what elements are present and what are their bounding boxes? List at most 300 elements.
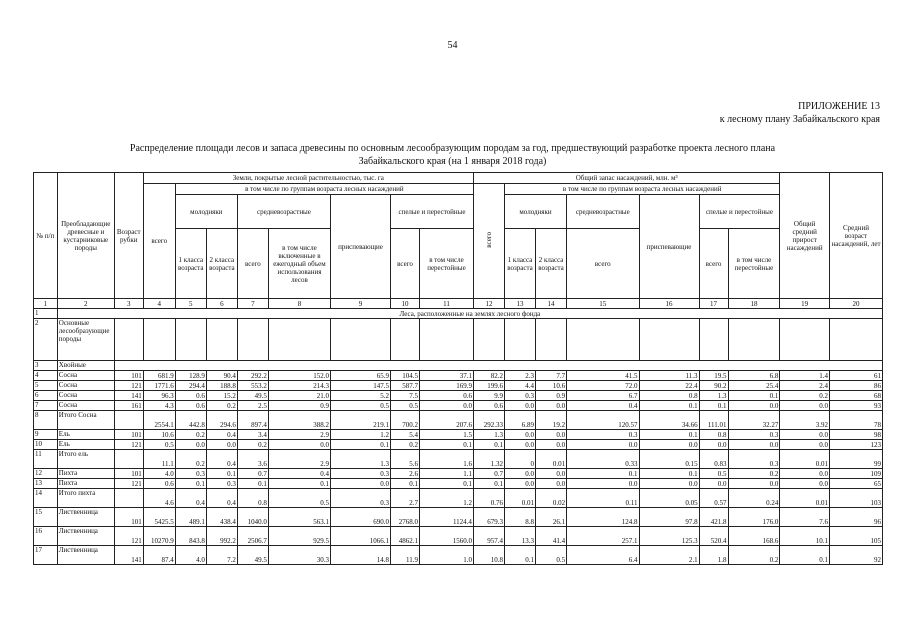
row-value: 49.5: [237, 391, 268, 401]
row-value: 957.4: [473, 527, 504, 546]
row-value: 10.6: [143, 430, 175, 440]
row-value: 0.0: [504, 440, 535, 450]
row-value: 4.0: [143, 469, 175, 479]
row-value: 219.1: [331, 411, 391, 430]
row-species: Итого Сосна: [57, 411, 114, 430]
row-value: 0.8: [699, 430, 728, 440]
row-species: Итого ель: [57, 450, 114, 469]
row-value: 0.7: [473, 469, 504, 479]
row-value: 6.89: [504, 411, 535, 430]
row-value: 0.01: [536, 450, 567, 469]
row-value: 0.0: [536, 440, 567, 450]
row-age-class: 121: [114, 440, 143, 450]
row-value: 681.9: [143, 371, 175, 381]
row-value: 7.5: [391, 391, 420, 401]
row-number: 6: [34, 391, 58, 401]
row-value: 2.9: [268, 430, 330, 440]
row-value: 5.6: [391, 450, 420, 469]
row-value: 6.7: [567, 391, 639, 401]
row-number: 4: [34, 371, 58, 381]
column-number: 8: [268, 299, 330, 309]
row-value: 0.0: [175, 440, 206, 450]
header-stock-middle: средневозрастные: [567, 195, 639, 229]
row-value: 2506.7: [237, 527, 268, 546]
row-value: 0.0: [420, 401, 474, 411]
row-value: 109: [830, 469, 883, 479]
header-area-young: молодняки: [175, 195, 237, 229]
row-value: 0.24: [728, 489, 780, 508]
row-value: 0.1: [473, 479, 504, 489]
header-species: Преобладающие древесные и кустарниковые породы: [57, 173, 114, 299]
row-value: 0.1: [268, 479, 330, 489]
row-value: 438.4: [206, 508, 237, 527]
row-number: 15: [34, 508, 58, 527]
row-value: 0.6: [473, 401, 504, 411]
row-value: 2.7: [391, 489, 420, 508]
row-value: 3.4: [237, 430, 268, 440]
row-value: 0.3: [504, 391, 535, 401]
row-value: 4.0: [175, 546, 206, 565]
row-species: Лиственница: [57, 546, 114, 565]
row-value: 0.0: [504, 479, 535, 489]
row-value: 0.1: [175, 479, 206, 489]
row-value: 90.2: [699, 381, 728, 391]
row-value: 14.8: [331, 546, 391, 565]
row-number: 9: [34, 430, 58, 440]
row-value: 0.3: [175, 469, 206, 479]
row-value: 0.0: [567, 440, 639, 450]
row-value: 0.3: [331, 469, 391, 479]
row-value: 0.6: [175, 401, 206, 411]
row-value: 0.0: [567, 479, 639, 489]
appendix-heading: [720, 100, 880, 126]
table-row: [34, 469, 883, 479]
table-row: [34, 371, 883, 381]
row-value: 2.1: [639, 546, 699, 565]
row-value: 7.2: [206, 546, 237, 565]
row-value: 0: [504, 450, 535, 469]
row-value: 87.4: [143, 546, 175, 565]
row-value: 98: [830, 430, 883, 440]
table-row: [34, 381, 883, 391]
row-number: 10: [34, 440, 58, 450]
row-value: 125.3: [639, 527, 699, 546]
row-value: 4.6: [143, 489, 175, 508]
column-number: 4: [143, 299, 175, 309]
column-number: 16: [639, 299, 699, 309]
header-stock-overmature: в том числе перестойные: [728, 229, 780, 299]
header-area-middle-total: всего: [237, 229, 268, 299]
row-value: 0.1: [567, 469, 639, 479]
row-value: 0.3: [567, 430, 639, 440]
row-value: 92: [830, 546, 883, 565]
row-value: 690.0: [331, 508, 391, 527]
row-number: 8: [34, 411, 58, 430]
row-value: 72.0: [567, 381, 639, 391]
header-stock-ripe: спелые и перестойные: [699, 195, 780, 229]
row-value: 120.57: [567, 411, 639, 430]
header-stock-group: Общий запас насаждений, млн. м³: [473, 173, 779, 184]
row-value: 90.4: [206, 371, 237, 381]
header-stock-ripe-total: всего: [699, 229, 728, 299]
header-area-middle: средневозрастные: [237, 195, 330, 229]
header-stock-ripening: приспевающие: [639, 195, 699, 299]
row-number: 11: [34, 450, 58, 469]
row-species: Пихта: [57, 479, 114, 489]
header-stock-young: молодняки: [504, 195, 566, 229]
table-header: [34, 173, 883, 309]
row-value: 0.1: [206, 469, 237, 479]
row-number: 7: [34, 401, 58, 411]
row-value: 30.3: [268, 546, 330, 565]
row-value: 0.0: [728, 401, 780, 411]
row-age-class: 101: [114, 469, 143, 479]
row-value: 0.3: [728, 430, 780, 440]
table-row: [34, 430, 883, 440]
row-value: 86: [830, 381, 883, 391]
row-value: 0.1: [331, 440, 391, 450]
row-value: 0.0: [536, 479, 567, 489]
row-value: 0.2: [728, 546, 780, 565]
column-number: 1: [34, 299, 58, 309]
row-value: 105: [830, 527, 883, 546]
row-value: 0.2: [175, 430, 206, 440]
row-value: 65: [830, 479, 883, 489]
row-species: Лиственница: [57, 508, 114, 527]
row-value: 3.6: [237, 450, 268, 469]
column-number: 15: [567, 299, 639, 309]
row-value: 0.1: [420, 479, 474, 489]
row-value: 2.6: [391, 469, 420, 479]
row-value: 93: [830, 401, 883, 411]
row-age-class: 101: [114, 371, 143, 381]
row-value: 8.8: [504, 508, 535, 527]
row-value: 0.4: [206, 450, 237, 469]
row-value: 0.1: [420, 440, 474, 450]
column-number: 2: [57, 299, 114, 309]
row-value: 897.4: [237, 411, 268, 430]
row-value: 0.9: [536, 391, 567, 401]
header-stock-class1: 1 класса возраста: [504, 229, 535, 299]
row-value: 0.0: [699, 440, 728, 450]
header-area-ripening: приспевающие: [331, 195, 391, 299]
row-value: 0.1: [639, 430, 699, 440]
row-value: 0.83: [699, 450, 728, 469]
table-row: [34, 440, 883, 450]
row-value: 0.7: [237, 469, 268, 479]
header-stock-total: [473, 184, 504, 299]
table-row: [34, 411, 883, 430]
row-value: 0.2: [237, 440, 268, 450]
row-value: 3.92: [780, 411, 830, 430]
row-value: 99: [830, 450, 883, 469]
header-stock-class2: 2 класса возраста: [536, 229, 567, 299]
header-stock-middle-total: всего: [567, 229, 639, 299]
row-value: 0.2: [728, 469, 780, 479]
row-age-class: 121: [114, 527, 143, 546]
table-row: [34, 479, 883, 489]
row-value: 0.1: [639, 469, 699, 479]
group-row-text: Основные лесообразующие породы: [57, 319, 114, 361]
row-value: 1.32: [473, 450, 504, 469]
row-value: 11.3: [639, 371, 699, 381]
row-species: Сосна: [57, 371, 114, 381]
row-value: 421.8: [699, 508, 728, 527]
row-value: 294.6: [206, 411, 237, 430]
row-value: 124.8: [567, 508, 639, 527]
row-value: 26.1: [536, 508, 567, 527]
row-value: 0.0: [504, 430, 535, 440]
row-value: 32.27: [728, 411, 780, 430]
table-row: [34, 450, 883, 469]
row-value: 294.4: [175, 381, 206, 391]
row-value: 2554.1: [143, 411, 175, 430]
row-value: 128.9: [175, 371, 206, 381]
row-value: 0.5: [536, 546, 567, 565]
row-value: 4862.1: [391, 527, 420, 546]
header-area-by-age: в том числе по группам возраста лесных насаждений: [175, 184, 473, 195]
row-value: 0.1: [699, 401, 728, 411]
row-species: Пихта: [57, 469, 114, 479]
row-value: 388.2: [268, 411, 330, 430]
title-line-1: Распределение площади лесов и запаса древесины по основным лесообразующим породам за год, предшествующий разработке проекта лесного плана: [129, 143, 776, 154]
row-value: 1.6: [420, 450, 474, 469]
row-value: 0.0: [780, 479, 830, 489]
header-area-group: Земли, покрытые лесной растительностью, тыс. га: [143, 173, 473, 184]
column-number: 17: [699, 299, 728, 309]
row-value: 10.1: [780, 527, 830, 546]
group-row-no: 2: [34, 319, 58, 361]
row-value: 152.0: [268, 371, 330, 381]
row-value: 11.1: [143, 450, 175, 469]
row-value: 0.0: [780, 469, 830, 479]
row-value: 0.0: [536, 401, 567, 411]
row-age-class: 101: [114, 508, 143, 527]
row-value: 0.0: [780, 430, 830, 440]
column-number: 7: [237, 299, 268, 309]
table-row: [34, 489, 883, 508]
row-value: 0.9: [268, 401, 330, 411]
row-number: 17: [34, 546, 58, 565]
row-value: 0.1: [639, 401, 699, 411]
row-value: 0.02: [536, 489, 567, 508]
row-value: 5425.5: [143, 508, 175, 527]
row-age-class: [114, 489, 143, 508]
header-area-overmature: в том числе перестойные: [420, 229, 474, 299]
row-value: 700.2: [391, 411, 420, 430]
row-value: 257.1: [567, 527, 639, 546]
row-number: 13: [34, 479, 58, 489]
row-value: 4.3: [143, 401, 175, 411]
row-value: 563.1: [268, 508, 330, 527]
row-value: 0.01: [780, 489, 830, 508]
row-value: 1771.6: [143, 381, 175, 391]
column-number: 6: [206, 299, 237, 309]
row-value: 2.5: [237, 401, 268, 411]
row-value: 0.05: [639, 489, 699, 508]
row-value: 843.8: [175, 527, 206, 546]
row-species: Ель: [57, 430, 114, 440]
row-value: 0.2: [391, 440, 420, 450]
row-value: 0.01: [504, 489, 535, 508]
row-value: 25.4: [728, 381, 780, 391]
row-value: 199.6: [473, 381, 504, 391]
row-value: 176.0: [728, 508, 780, 527]
row-value: 147.5: [331, 381, 391, 391]
row-value: 520.4: [699, 527, 728, 546]
row-value: 10270.9: [143, 527, 175, 546]
row-value: 679.3: [473, 508, 504, 527]
title-line-2: Забайкальского края (на 1 января 2018 года): [358, 156, 547, 167]
row-value: 0.5: [331, 401, 391, 411]
header-avg-age: Средний возраст насаждений, лет: [830, 173, 883, 299]
table-row: [34, 546, 883, 565]
row-age-class: 161: [114, 401, 143, 411]
row-value: 0.5: [699, 469, 728, 479]
row-species: Лиственница: [57, 527, 114, 546]
row-value: 4.4: [504, 381, 535, 391]
row-value: 1560.0: [420, 527, 474, 546]
row-age-class: [114, 411, 143, 430]
row-value: 0.1: [391, 479, 420, 489]
column-number: 10: [391, 299, 420, 309]
row-value: 0.0: [504, 469, 535, 479]
row-value: 1.4: [780, 371, 830, 381]
row-value: 6.4: [567, 546, 639, 565]
row-value: 929.5: [268, 527, 330, 546]
row-value: 5.4: [391, 430, 420, 440]
row-value: 0.2: [206, 401, 237, 411]
row-value: 442.8: [175, 411, 206, 430]
row-value: 41.5: [567, 371, 639, 381]
row-value: 0.5: [143, 440, 175, 450]
row-value: 104.5: [391, 371, 420, 381]
row-value: 2.3: [504, 371, 535, 381]
row-value: 0.0: [639, 479, 699, 489]
appendix-label: ПРИЛОЖЕНИЕ 13: [798, 101, 880, 112]
row-value: 19.2: [536, 411, 567, 430]
row-value: 0.01: [780, 450, 830, 469]
header-no: № п/п: [34, 173, 58, 299]
row-value: 1.1: [420, 469, 474, 479]
group-row-text: Хвойные: [57, 361, 114, 371]
row-age-class: 121: [114, 381, 143, 391]
row-value: 41.4: [536, 527, 567, 546]
header-area-total: всего: [143, 184, 175, 299]
row-value: 0.15: [639, 450, 699, 469]
row-value: 96: [830, 508, 883, 527]
column-number: 19: [780, 299, 830, 309]
section-row-text: Леса, расположенные на землях лесного фонда: [57, 309, 882, 319]
row-value: 15.2: [206, 391, 237, 401]
row-value: 0.1: [237, 479, 268, 489]
row-value: 7.7: [536, 371, 567, 381]
row-value: 0.4: [175, 489, 206, 508]
row-value: 1.3: [473, 430, 504, 440]
row-value: 111.01: [699, 411, 728, 430]
table-row: [34, 391, 883, 401]
row-value: 103: [830, 489, 883, 508]
row-number: 5: [34, 381, 58, 391]
row-value: 5.2: [331, 391, 391, 401]
row-value: 1.5: [420, 430, 474, 440]
row-value: 6.8: [728, 371, 780, 381]
row-value: 61: [830, 371, 883, 381]
row-value: 0.3: [206, 479, 237, 489]
row-value: 188.8: [206, 381, 237, 391]
table-body: [34, 309, 883, 565]
row-value: 553.2: [237, 381, 268, 391]
row-value: 0.3: [728, 450, 780, 469]
row-value: 82.2: [473, 371, 504, 381]
row-value: 207.6: [420, 411, 474, 430]
appendix-subtitle: к лесному плану Забайкальского края: [719, 114, 880, 125]
row-age-class: 141: [114, 546, 143, 565]
row-value: 1040.0: [237, 508, 268, 527]
row-value: 292.2: [237, 371, 268, 381]
row-value: 96.3: [143, 391, 175, 401]
row-value: 214.3: [268, 381, 330, 391]
column-number: 12: [473, 299, 504, 309]
group-row-no: 3: [34, 361, 58, 371]
row-value: 68: [830, 391, 883, 401]
row-species: Сосна: [57, 381, 114, 391]
header-stock-total-text: всего: [484, 232, 493, 248]
row-value: 1.2: [331, 430, 391, 440]
table-row: [34, 527, 883, 546]
row-value: 0.1: [728, 391, 780, 401]
header-area-ripe-total: всего: [391, 229, 420, 299]
row-age-class: 141: [114, 391, 143, 401]
row-value: 13.3: [504, 527, 535, 546]
row-number: 16: [34, 527, 58, 546]
row-value: 65.9: [331, 371, 391, 381]
row-value: 0.11: [567, 489, 639, 508]
forest-data-table: [33, 172, 883, 565]
row-value: 168.6: [728, 527, 780, 546]
column-number: 14: [536, 299, 567, 309]
row-species: Итого пихта: [57, 489, 114, 508]
row-value: 0.4: [206, 430, 237, 440]
row-species: Ель: [57, 440, 114, 450]
row-value: 21.0: [268, 391, 330, 401]
row-value: 169.9: [420, 381, 474, 391]
row-value: 992.2: [206, 527, 237, 546]
row-value: 587.7: [391, 381, 420, 391]
row-value: 0.0: [639, 440, 699, 450]
document-title: [25, 142, 880, 168]
row-value: 0.0: [536, 430, 567, 440]
row-value: 0.0: [206, 440, 237, 450]
column-number: 9: [331, 299, 391, 309]
row-value: 0.1: [504, 546, 535, 565]
row-value: 0.0: [780, 440, 830, 450]
row-species: Сосна: [57, 391, 114, 401]
row-value: 1.3: [331, 450, 391, 469]
row-value: 0.1: [780, 546, 830, 565]
row-age-class: 121: [114, 479, 143, 489]
row-value: 0.76: [473, 489, 504, 508]
row-value: 0.5: [268, 489, 330, 508]
row-value: 0.0: [536, 469, 567, 479]
row-value: 1.2: [420, 489, 474, 508]
row-value: 2.9: [268, 450, 330, 469]
row-value: 0.0: [728, 440, 780, 450]
row-value: 49.5: [237, 546, 268, 565]
column-number: 3: [114, 299, 143, 309]
row-value: 78: [830, 411, 883, 430]
header-area-class2: 2 класса возраста: [206, 229, 237, 299]
